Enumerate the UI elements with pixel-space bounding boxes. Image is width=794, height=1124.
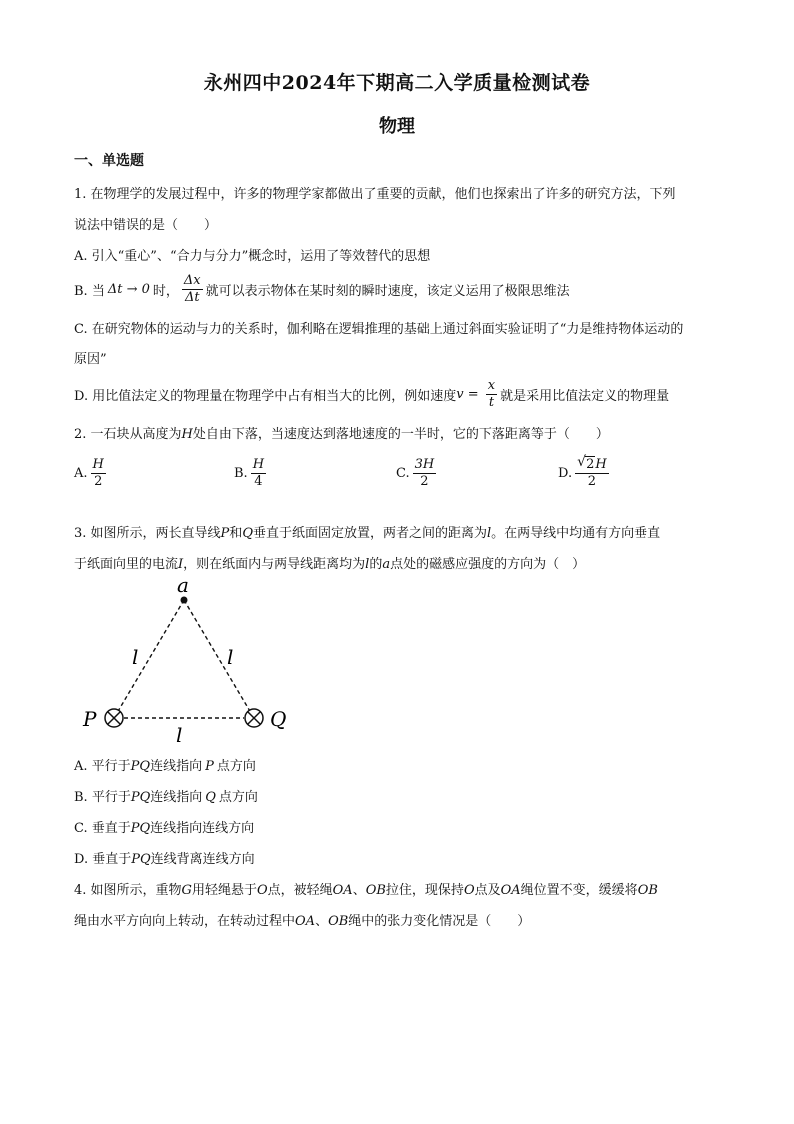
figure-label-a: a [177,573,189,597]
q2-b-numerator: H [252,457,265,472]
q3-l1-c: 垂直于纸面固定放置，两者之间的距离为 [252,526,487,541]
q4-l2-c: 绳中的张力变化情况是（ ） [348,914,531,929]
q2-option-c [396,458,439,488]
q4-l1-a: 4. 如图所示，重物 [74,883,182,898]
q3-b-end: 点方向 [218,790,258,805]
q4-l1-ob2: OB [637,883,658,898]
q1-d-fraction [486,379,497,409]
q3-c-post: 连线指向连线方向 [150,821,255,836]
q4-l1-oa: OA [332,883,353,898]
q4-l1-c: 点，被轻绳 [267,883,333,898]
q3-l1-l: l [487,526,492,541]
q3-option-a [74,755,256,774]
q2-a-numerator: H [92,457,104,472]
q1-b-prefix: B. 当 [74,283,105,299]
q4-l1-d: 、 [352,883,366,898]
q3-l2-i: I [178,557,184,572]
q2-c-fraction [413,458,437,488]
q2-c-numerator: 3H [414,457,435,472]
q1-d-prefix: D. 用比值法定义的物理量在物理学中占有相当大的比例，例如速度 [74,388,457,404]
q2-a-denominator: 2 [94,473,103,489]
q3-option-d [74,848,255,867]
q2-option-a [74,458,109,488]
q3-l2-c: 的 [369,557,383,572]
q2-b-fraction [251,458,266,488]
q4-l2-b: 、 [315,914,329,929]
q2-d-label: D. [558,465,573,481]
q3-b-pt: Q [205,790,216,805]
q1-d-var: v [456,386,464,402]
q2-c-denominator: 2 [420,473,429,489]
wire-p-icon [105,709,123,727]
q4-l2-oa: OA [295,914,316,929]
q2-d-numerator [575,454,609,474]
q3-l1-b: 和 [229,526,243,541]
q1-d-numerator: x [487,377,496,393]
q2-a-label: A. [74,465,88,481]
q3-b-seg: PQ [130,790,151,805]
q2-stem [74,423,609,442]
q1-b-mid: 时， [152,283,179,299]
q2-d-radicand: 2 [586,457,595,472]
q2-a-fraction [91,458,106,488]
q4-l1-f: 点及 [474,883,501,898]
q3-l1-q: Q [242,526,253,541]
q3-a-seg: PQ [130,759,151,774]
q3-stem-line2 [74,553,585,572]
q4-l1-b: 用轻绳悬于 [191,883,257,898]
q3-l1-d: 。在两导线中均通有方向垂直 [491,526,661,541]
q2-c-label: C. [396,465,410,481]
q2-b-label: B. [234,465,248,481]
q4-l2-ob: OB [328,914,349,929]
q4-l1-o: O [256,883,268,898]
q3-l2-d: 点处的磁感应强度的方向为（ ） [390,557,586,572]
q3-d-pre: D. 垂直于 [74,852,132,867]
q3-d-post: 连线背离连线方向 [150,852,255,867]
q2-option-d [558,454,612,489]
q4-l1-ob: OB [365,883,386,898]
q2-b-denominator: 4 [254,473,263,489]
q1-d-equals: = [463,386,483,402]
q2-stem-var: H [181,427,193,442]
subject-title: 物理 [379,116,415,137]
q3-d-seg: PQ [131,852,151,867]
q1-b-post: 就可以表示物体在某时刻的瞬时速度，该定义运用了极限思维法 [205,283,570,299]
q1-stem-line2: 说法中错误的是（ ） [74,218,218,233]
q4-l1-e: 拉住，现保持 [385,883,464,898]
q1-d-post: 就是采用比值法定义的物理量 [500,388,670,404]
q1-option-b [74,272,570,306]
figure-label-l-right: l [227,645,234,669]
q3-a-pt: P [205,759,214,774]
q2-option-b [234,458,269,488]
figure-label-l-bottom: l [176,723,183,747]
q1-b-numerator: Δx [183,272,201,288]
q3-l2-a: 于纸面向里的电流 [74,557,179,572]
q4-stem-line2 [74,910,530,929]
line-a-q [184,600,254,718]
q4-stem-line1 [74,879,658,898]
q3-b-post: 连线指向 [150,790,203,805]
point-a [181,597,188,604]
q2-stem-pre: 2. 一石块从高度为 [74,427,182,442]
q4-l1-g: G [181,883,192,898]
q3-l1-p: P [220,526,230,541]
q3-a-end: 点方向 [216,759,256,774]
q2-d-num-var: H [595,457,607,472]
q3-figure [70,572,310,752]
q2-d-denominator: 2 [587,473,597,489]
q3-l2-l: l [365,557,370,572]
q3-stem-line1 [74,522,660,541]
q1-option-d [74,376,669,412]
q2-d-fraction [575,454,609,489]
q1-option-c-line1: C. 在研究物体的运动与力的关系时，伽利略在逻辑推理的基础上通过斜面实验证明了“力是维持物体运动的 [74,322,684,337]
q1-option-c-line2: 原因” [74,352,107,367]
sqrt-icon: √ 2 [577,454,595,472]
page-title: 永州四中2024年下期高二入学质量检测试卷 [203,72,591,94]
q3-l2-b: ，则在纸面内与两导线距离均为 [183,557,366,572]
q3-a-post: 连线指向 [150,759,203,774]
section-heading: 一、单选题 [74,153,144,169]
q3-option-c [74,817,254,836]
q1-option-a: A. 引入“重心”、“合力与分力”概念时，运用了等效替代的思想 [74,249,431,264]
q3-c-pre: C. 垂直于 [74,821,131,836]
q3-option-b [74,786,258,805]
figure-label-l-left: l [132,645,139,669]
q3-b-pre: B. 平行于 [74,790,131,805]
q3-a-pre: A. 平行于 [74,759,131,774]
q4-l1-o2: O [463,883,475,898]
figure-label-q: Q [270,707,287,731]
q1-b-limit: Δt → 0 [107,281,150,297]
q4-l2-a: 绳由水平方向向上转动，在转动过程中 [74,914,296,929]
q3-l2-pt: a [382,557,391,572]
q1-b-denominator: Δt [184,289,200,305]
wire-q-icon [245,709,263,727]
line-a-p [114,600,184,718]
q3-l1-a: 3. 如图所示，两长直导线 [74,526,221,541]
q4-l1-g2: 绳位置不变，缓缓将 [520,883,638,898]
q3-c-seg: PQ [130,821,151,836]
q1-d-denominator: t [488,394,495,410]
q1-b-fraction [182,274,203,304]
q1-stem-line1: 1. 在物理学的发展过程中，许多的物理学家都做出了重要的贡献，他们也探索出了许多的研究方法，下列 [74,187,676,202]
figure-label-p: P [83,707,97,731]
q4-l1-oa2: OA [500,883,521,898]
q2-stem-post: 处自由下落，当速度达到落地速度的一半时，它的下落距离等于（ ） [192,427,609,442]
